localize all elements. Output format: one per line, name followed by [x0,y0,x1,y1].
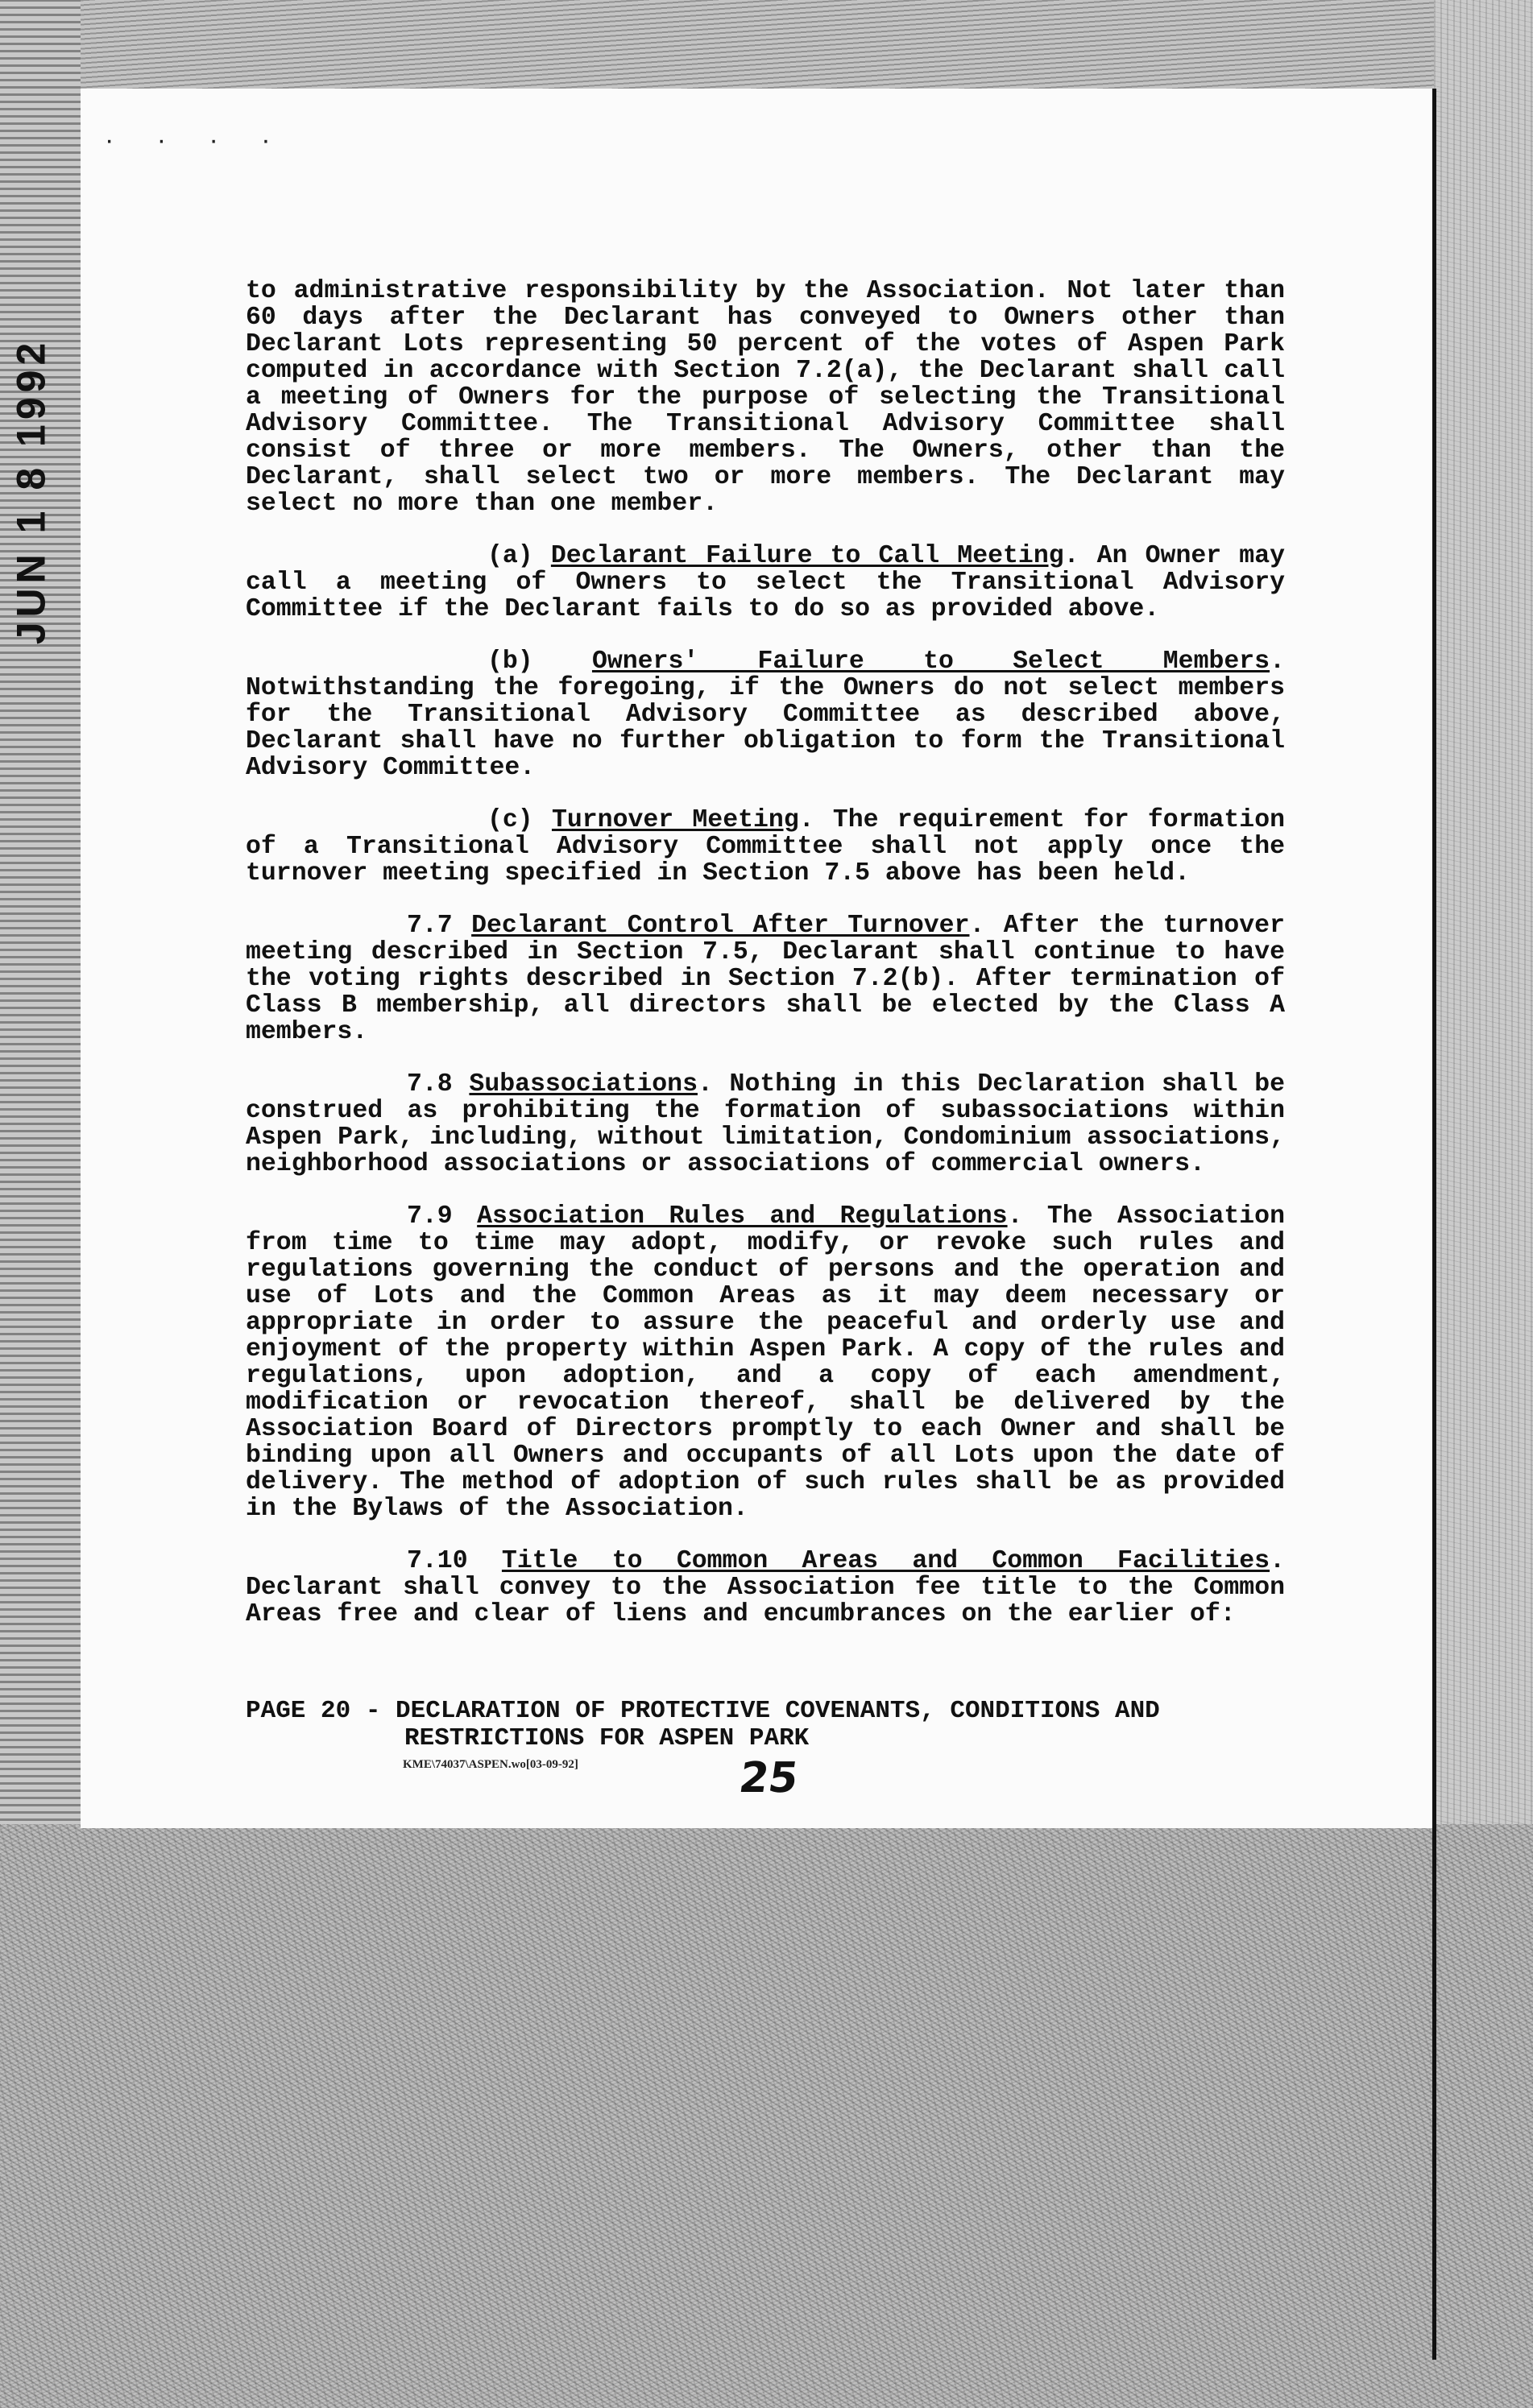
clause-label: (b) [487,648,533,676]
clause-text: . Notwithstanding the foregoing, if the Owners do not select members for the Transitional Advisory Committee as described above, Declarant shall have no further obligation to form the Transitional Advisory Committee. [246,648,1285,782]
file-reference: KME\74037\ASPEN.wo[03-09-92] [403,1758,578,1771]
section-heading: Subassociations [469,1070,698,1098]
section-number: 7.7 [407,912,453,940]
clause-heading: Turnover Meeting [551,806,799,834]
document-body [246,278,1285,1653]
section-number: 7.8 [407,1070,453,1098]
section-text: . Nothing in this Declaration shall be construed as prohibiting the formation of subassociations within Aspen Park, including, without limitation, Condominium associations, neighborhood associations or associations of commercial owners. [246,1070,1285,1178]
section-heading: Title to Common Areas and Common Facilities [501,1547,1270,1575]
section-text: . Declarant shall convey to the Association fee title to the Common Areas free and clear of liens and encumbrances on the earlier of: [246,1547,1285,1628]
section-heading: Association Rules and Regulations [477,1202,1008,1231]
footer-line-1: PAGE 20 - DECLARATION OF PROTECTIVE COVENANTS, CONDITIONS AND [246,1697,1160,1725]
paragraph-7-6-c [246,807,1285,887]
scan-bottom-margin [0,1824,1533,2408]
paragraph-7-6-a [246,543,1285,623]
clause-label: (c) [487,806,533,834]
section-7-7 [246,912,1285,1045]
paragraph-7-6-b [246,648,1285,781]
clause-label: (a) [487,542,533,570]
section-number: 7.9 [407,1202,453,1231]
section-text: . The Association from time to time may adopt, modify, or revoke such rules and regulations governing the conduct of persons and the operation and use of Lots and the Common Areas as it may deem necessary or appropriate in order to assure the peaceful and orderly use and enjoyment of the property within Aspen Park. A copy of the rules and regulations, upon adoption, and a copy of each amendment, modification or revocation thereof, shall be delivered by the Association Board of Directors promptly to each Owner and shall be binding upon all Owners and occupants of all Lots upon the date of delivery. The method of adoption of such rules shall be as provided in the Bylaws of the Association. [246,1202,1285,1523]
clause-heading: Declarant Failure to Call Meeting [550,542,1064,570]
clause-text: . The requirement for formation of a Transitional Advisory Committee shall not apply once the turnover meeting specified in Section 7.5 above has been held. [246,806,1286,887]
section-heading: Declarant Control After Turnover [471,912,970,940]
section-7-9 [246,1203,1285,1522]
handwritten-page-number: 25 [735,1754,802,1802]
footer-line-2: RESTRICTIONS FOR ASPEN PARK [404,1724,810,1752]
clause-heading: Owners' Failure to Select Members [591,648,1270,676]
section-7-10 [246,1548,1285,1628]
section-text: . After the turnover meeting described in Section 7.5, Declarant shall continue to have the voting rights described in Section 7.2(b). After termination of Class B membership, all directors shall be elected by the Class A members. [246,912,1285,1046]
margin-date-stamp [6,337,55,645]
margin-stamp-text: JUN 1 8 1992 [8,337,54,645]
paragraph-intro: to administrative responsibility by the Association. Not later than 60 days after the Declarant has conveyed to Owners other than Declarant Lots representing 50 percent of the votes of Aspen Park computed in accordance with Section 7.2(a), the Declarant shall call a meeting of Owners for the purpose of selecting the Transitional Advisory Committee. The Transitional Advisory Committee shall consist of three or more members. The Owners, other than the Declarant, shall select two or more members. The Declarant may select no more than one member. [246,277,1285,518]
scan-top-margin [0,0,1533,89]
scan-dots: · · · · [105,125,288,155]
page-edge-line [1432,89,1436,2360]
clause-text: . An Owner may call a meeting of Owners to select the Transitional Advisory Committee if the Declarant fails to do so as provided above. [246,542,1285,623]
section-7-8 [246,1071,1285,1177]
page-footer [246,1698,1293,1752]
section-number: 7.10 [407,1547,468,1575]
